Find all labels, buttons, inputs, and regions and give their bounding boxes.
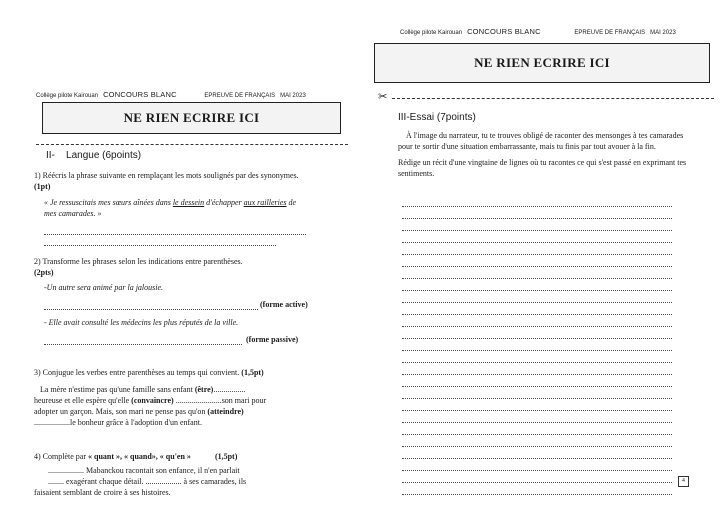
q3-text-part: La mère n'estime pas qu'une famille sans enfant [40,385,195,394]
q3-text-part: heureuse et elle espère qu'elle [34,396,132,405]
q2-item-1: -Un autre sera animé par la jalousie. [44,283,164,292]
writing-line[interactable] [402,470,672,471]
q2-item-1-instruction: (forme active) [260,300,308,309]
exam-date: MAI 2023 [650,30,676,36]
writing-line[interactable] [402,398,672,399]
writing-line[interactable] [402,422,672,423]
writing-line[interactable] [402,446,672,447]
answer-line[interactable] [44,344,242,345]
banner-text: NE RIEN ECRIRE ICI [123,110,260,125]
q3-text-part: .......................son mari pour [173,396,267,405]
q3-prompt: Conjugue les verbes entre parenthèses au temps qui convient. [42,368,240,377]
do-not-write-banner [374,43,710,83]
writing-line[interactable] [402,302,672,303]
cut-line [36,144,348,145]
banner-text: NE RIEN ECRIRE ICI [474,55,610,70]
writing-line[interactable] [402,206,672,207]
writing-line[interactable] [402,230,672,231]
q1-underlined: le dessein [172,198,205,207]
prompt-paragraph-1: À l'image du narrateur, tu te trouves obligé de raconter des mensonges à tes camarades pour te sortir d'une situation embarrassante, mais tu finis par tout avouer à la fin. [398,131,684,151]
exam-date: MAI 2023 [280,93,306,99]
q2-points: (2pts) [34,268,54,277]
q1-part: de mes camarades. » [44,198,297,218]
writing-line[interactable] [402,482,672,483]
page-number: 4 [678,476,689,487]
do-not-write-banner [42,102,341,134]
q2-prompt: Transforme les phrases selon les indications entre parenthèses. [42,257,243,266]
writing-line[interactable] [402,242,672,243]
q4-points: (1,5pt) [214,452,238,461]
question-3 [34,367,264,378]
q3-text [34,384,316,428]
q4-words: « quant », « quand», « qu'en » [88,452,191,461]
writing-line[interactable] [402,410,672,411]
section-number: II- [46,150,55,161]
writing-line[interactable] [402,350,672,351]
writing-line[interactable] [402,494,672,495]
right-page [360,0,720,509]
school-name: Collège pilote Kairouan [400,30,463,36]
q1-part: « Je ressuscitais mes sœurs aînées dans [44,198,173,207]
answer-line[interactable] [44,245,276,246]
q4-line: ........ exagérant chaque détail. .................. à ses camarades, ils [48,477,247,486]
question-1 [34,170,310,192]
writing-line[interactable] [402,458,672,459]
question-2 [34,256,314,278]
contest-name: CONCOURS BLANC [467,27,541,36]
q3-verb: (atteindre) [207,407,244,416]
section-label: Langue (6points) [66,150,142,161]
q3-text-part: ................ [213,385,246,394]
q1-prompt: Réécris la phrase suivante en remplaçant les mots soulignés par des synonymes. [42,171,299,180]
writing-line[interactable] [402,362,672,363]
prompt-paragraph-2: Rédige un récit d'une vingtaine de lignes où tu racontes ce qui s'est passé en exprimant tes sentiments. [398,158,687,178]
q3-text-part: adopter un garçon. Mais, son mari ne pense pas qu'on [34,407,208,416]
q4-text [34,465,316,498]
scissors-icon: ✂ [378,91,388,103]
q1-number: 1) [34,171,41,180]
writing-line[interactable] [402,290,672,291]
q3-verb: (être) [194,385,214,394]
q1-underlined: aux railleries [243,198,287,207]
q4-line: .................. Mabanckou racontait son enfance, il n'en parlait [48,466,240,475]
school-name: Collège pilote Kairouan [36,93,99,99]
writing-line[interactable] [402,278,672,279]
writing-line[interactable] [402,314,672,315]
question-4 [34,451,314,462]
exam-name: EPREUVE DE FRANÇAIS [204,93,276,99]
q3-text-part: ..................le bonheur grâce à l'adoption d'un enfant. [34,418,202,427]
q1-sentence [44,197,310,219]
q4-number: 4) [34,452,41,461]
right-header [400,27,676,36]
answer-line[interactable] [44,309,258,310]
q4-line: faisaient semblant de croire à ses histoires. [34,488,171,497]
exam-name: EPREUVE DE FRANÇAIS [574,30,646,36]
writing-line[interactable] [402,218,672,219]
contest-name: CONCOURS BLANC [103,90,177,99]
writing-line[interactable] [402,266,672,267]
left-header [36,90,306,99]
q3-verb: (convaincre) [131,396,174,405]
q1-points: (1pt) [34,182,51,191]
writing-line[interactable] [402,338,672,339]
writing-line[interactable] [402,434,672,435]
cut-line [392,98,714,99]
essay-prompt [398,131,688,179]
section-title: III-Essai (7points) [398,112,476,123]
writing-line[interactable] [402,386,672,387]
q3-number: 3) [34,368,41,377]
q2-number: 2) [34,257,41,266]
answer-line[interactable] [44,234,306,235]
q2-item-2-instruction: (forme passive) [246,335,299,344]
writing-line[interactable] [402,254,672,255]
q4-prompt: Complète par [42,452,88,461]
section-title [46,150,141,161]
q2-item-2: - Elle avait consulté les médecins les plus réputés de la ville. [44,318,239,327]
writing-line[interactable] [402,326,672,327]
q3-points: (1,5pt) [241,368,264,377]
q1-part: d'échapper [204,198,244,207]
writing-line[interactable] [402,374,672,375]
